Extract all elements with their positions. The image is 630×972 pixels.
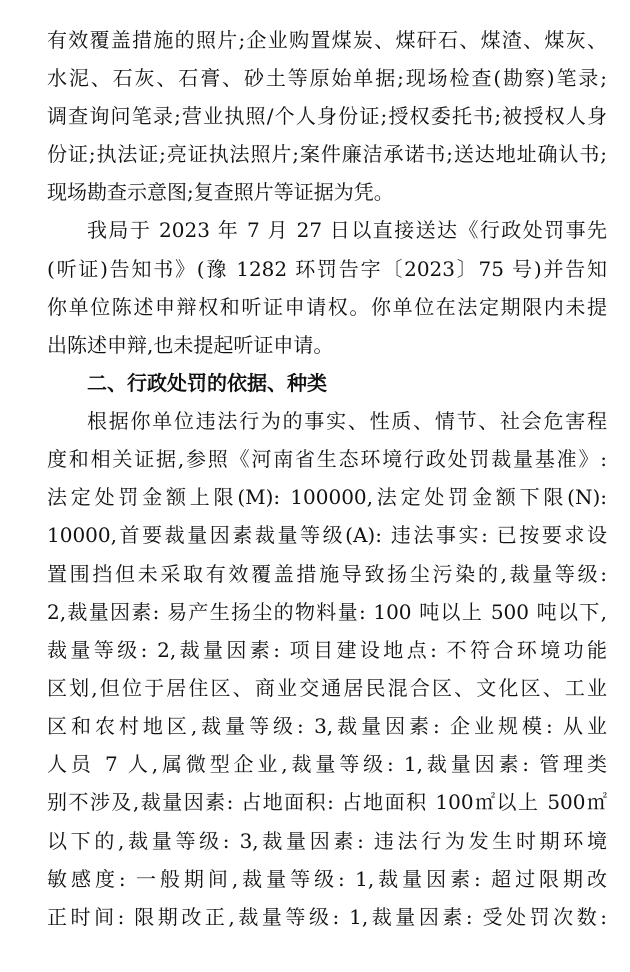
body-text-line: 区和农村地区,裁量等级: 3,裁量因素: 企业规模: 从业 <box>47 714 607 738</box>
body-text-line: 份证;执法证;亮证执法照片;案件廉洁承诺书;送达地址确认书; <box>47 142 607 166</box>
body-text-line: 有效覆盖措施的照片;企业购置煤炭、煤矸石、煤渣、煤灰、 <box>47 28 607 52</box>
body-text-line: 10000,首要裁量因素裁量等级(A): 违法事实: 已按要求设 <box>47 523 607 547</box>
body-text-line: 正时间: 限期改正,裁量等级: 1,裁量因素: 受处罚次数: <box>47 905 607 929</box>
body-text-line: 度和相关证据,参照《河南省生态环境行政处罚裁量基准》: <box>47 447 607 471</box>
section-heading: 二、行政处罚的依据、种类 <box>87 371 327 395</box>
body-text-line: 人员 7 人,属微型企业,裁量等级: 1,裁量因素: 管理类 <box>47 752 607 776</box>
body-text-line: 现场勘查示意图;复查照片等证据为凭。 <box>47 180 394 204</box>
body-text-line: (听证)告知书》(豫 1282 环罚告字〔2023〕75 号)并告知 <box>47 257 607 281</box>
body-text-line: 法定处罚金额上限(M): 100000,法定处罚金额下限(N): <box>47 485 607 509</box>
paragraph-first-line: 我局于 2023 年 7 月 27 日以直接送达《行政处罚事先 <box>87 218 607 242</box>
body-text-line: 以下的,裁量等级: 3,裁量因素: 违法行为发生时期环境 <box>47 829 607 853</box>
body-text-line: 裁量等级: 2,裁量因素: 项目建设地点: 不符合环境功能 <box>47 638 607 662</box>
body-text-line: 水泥、石灰、石膏、砂土等原始单据;现场检查(勘察)笔录; <box>47 66 607 90</box>
paragraph-first-line: 根据你单位违法行为的事实、性质、情节、社会危害程 <box>87 409 607 433</box>
body-text-line: 2,裁量因素: 易产生扬尘的物料量: 100 吨以上 500 吨以下, <box>47 600 607 624</box>
body-text-line: 调查询问笔录;营业执照/个人身份证;授权委托书;被授权人身 <box>47 104 607 128</box>
body-text-line: 你单位陈述申辩权和听证申请权。你单位在法定期限内未提 <box>47 295 607 319</box>
body-text-line: 出陈述申辩,也未提起听证申请。 <box>47 333 334 357</box>
body-text-line: 别不涉及,裁量因素: 占地面积: 占地面积 100㎡以上 500㎡ <box>47 790 607 814</box>
body-text-line: 区划,但位于居住区、商业交通居民混合区、文化区、工业 <box>47 676 607 700</box>
body-text-line: 置围挡但未采取有效覆盖措施导致扬尘污染的,裁量等级: <box>47 562 607 586</box>
body-text-line: 敏感度: 一般期间,裁量等级: 1,裁量因素: 超过限期改 <box>47 867 607 891</box>
